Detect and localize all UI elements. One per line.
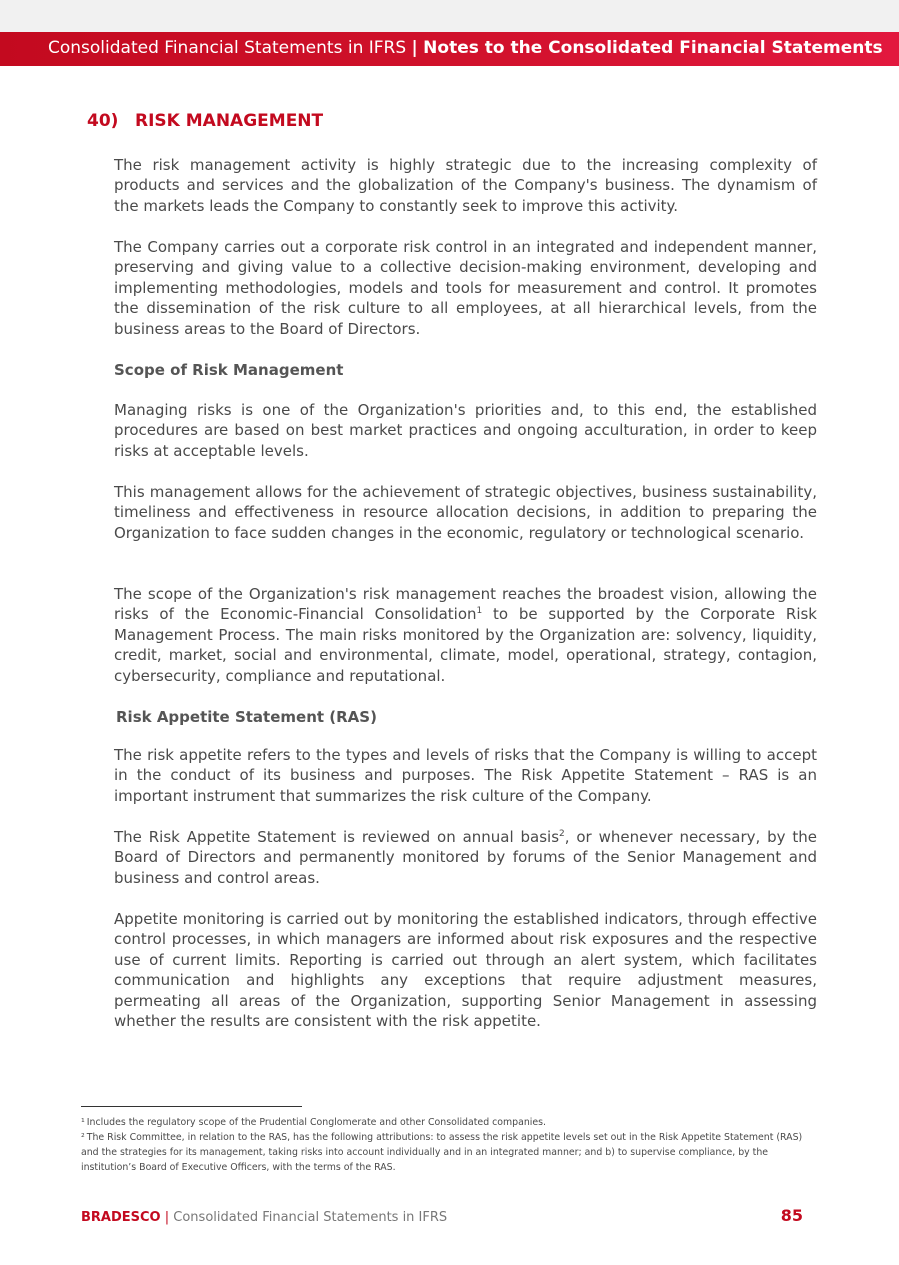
paragraph-scope-part-2: to be supported by the Corporate Risk Management Process. The main risks monitored by the Organization are: solvency, liquidity, credit, market, social and environmental, climate, model, operational, strategy, contagion, cybersecurity, compliance and reputational. [114,605,817,685]
header-separator: | [411,38,418,58]
paragraph-intro: The risk management activity is highly strategic due to the increasing complexity of products and services and the globalization of the Company's business. The dynamism of the markets leads the Company to constantly seek to improve this activity. [114,156,817,215]
paragraph-corporate-risk-control: The Company carries out a corporate risk control in an integrated and independent manner, preserving and giving value to a collective decision-making environment, developing and implementing methodologies, models and tools for measurement and control. It promotes the dissemination of the risk culture to all employees, at all hierarchical levels, from the business areas to the Board of Directors. [114,238,817,338]
footnote-ref-2: 2 [559,829,565,839]
paragraph-risk-appetite: The risk appetite refers to the types and levels of risks that the Company is willing to accept in the conduct of its business and purposes. The Risk Appetite Statement – RAS is an important instrument that summarizes the risk culture of the Company. [114,746,817,805]
paragraph-managing-risks: Managing risks is one of the Organization's priorities and, to this end, the established procedures are based on best market practices and ongoing acculturation, in order to keep risks at acceptable levels. [114,401,817,460]
footnote-divider [81,1106,302,1107]
paragraph-ras-review-part-1: The Risk Appetite Statement is reviewed on annual basis [114,828,560,846]
footer-separator: | [164,1210,170,1225]
page-number: 85 [780,1206,803,1225]
section-title: RISK MANAGEMENT [135,111,324,131]
footnote-2 [81,1130,803,1175]
section-number: 40) [87,111,119,131]
paragraph-ras-review [114,827,817,888]
footer-brand: BRADESCO [81,1210,161,1225]
header-left-title: Consolidated Financial Statements in IFRS [48,38,407,58]
header-bar [0,32,899,66]
footnote-2-mark: ² [81,1132,85,1143]
subheading-ras: Risk Appetite Statement (RAS) [116,708,377,726]
subheading-scope: Scope of Risk Management [114,361,344,379]
footer-text: Consolidated Financial Statements in IFRS [173,1210,448,1225]
footnote-ref-1: 1 [476,606,483,617]
section-heading [87,110,323,132]
footnote-2-text: The Risk Committee, in relation to the RAS, has the following attributions: to assess the risk appetite levels set out in the Risk Appetite Statement (RAS) and the strategies for its management, taking risks into account individually and in an integrated manner; and b) to supervise compliance, by the institution’s Board of Executive Officers, with the terms of the RAS. [81,1132,803,1173]
paragraph-scope [114,584,817,686]
footnote-1-text: Includes the regulatory scope of the Prudential Conglomerate and other Consolidated companies. [86,1117,547,1128]
header-right-title: Notes to the Consolidated Financial Statements [423,38,883,58]
paragraph-ras-review-part-2: , or whenever necessary, by the Board of Directors and permanently monitored by forums of the Senior Management and business and control areas. [114,828,817,887]
footnote-1 [81,1115,803,1130]
paragraph-appetite-monitoring: Appetite monitoring is carried out by monitoring the established indicators, through effective control processes, in which managers are informed about risk exposures and the respective use of current limits. Reporting is carried out through an alert system, which facilitates communication and highlights any exceptions that require adjustment measures, permeating all areas of the Organization, supporting Senior Management in assessing whether the results are consistent with the risk appetite. [114,910,817,1031]
footnote-1-mark: ¹ [81,1117,85,1128]
paragraph-management-allows: This management allows for the achievement of strategic objectives, business sustainability, timeliness and effectiveness in resource allocation decisions, in addition to preparing the Organization to face sudden changes in the economic, regulatory or technological scenario. [114,483,817,542]
top-margin-band [0,0,899,32]
footer-title [81,1209,447,1227]
paragraph-scope-part-1: The scope of the Organization's risk management reaches the broadest vision, allowing the risks of the Economic-Financial Consolidation [114,585,817,624]
